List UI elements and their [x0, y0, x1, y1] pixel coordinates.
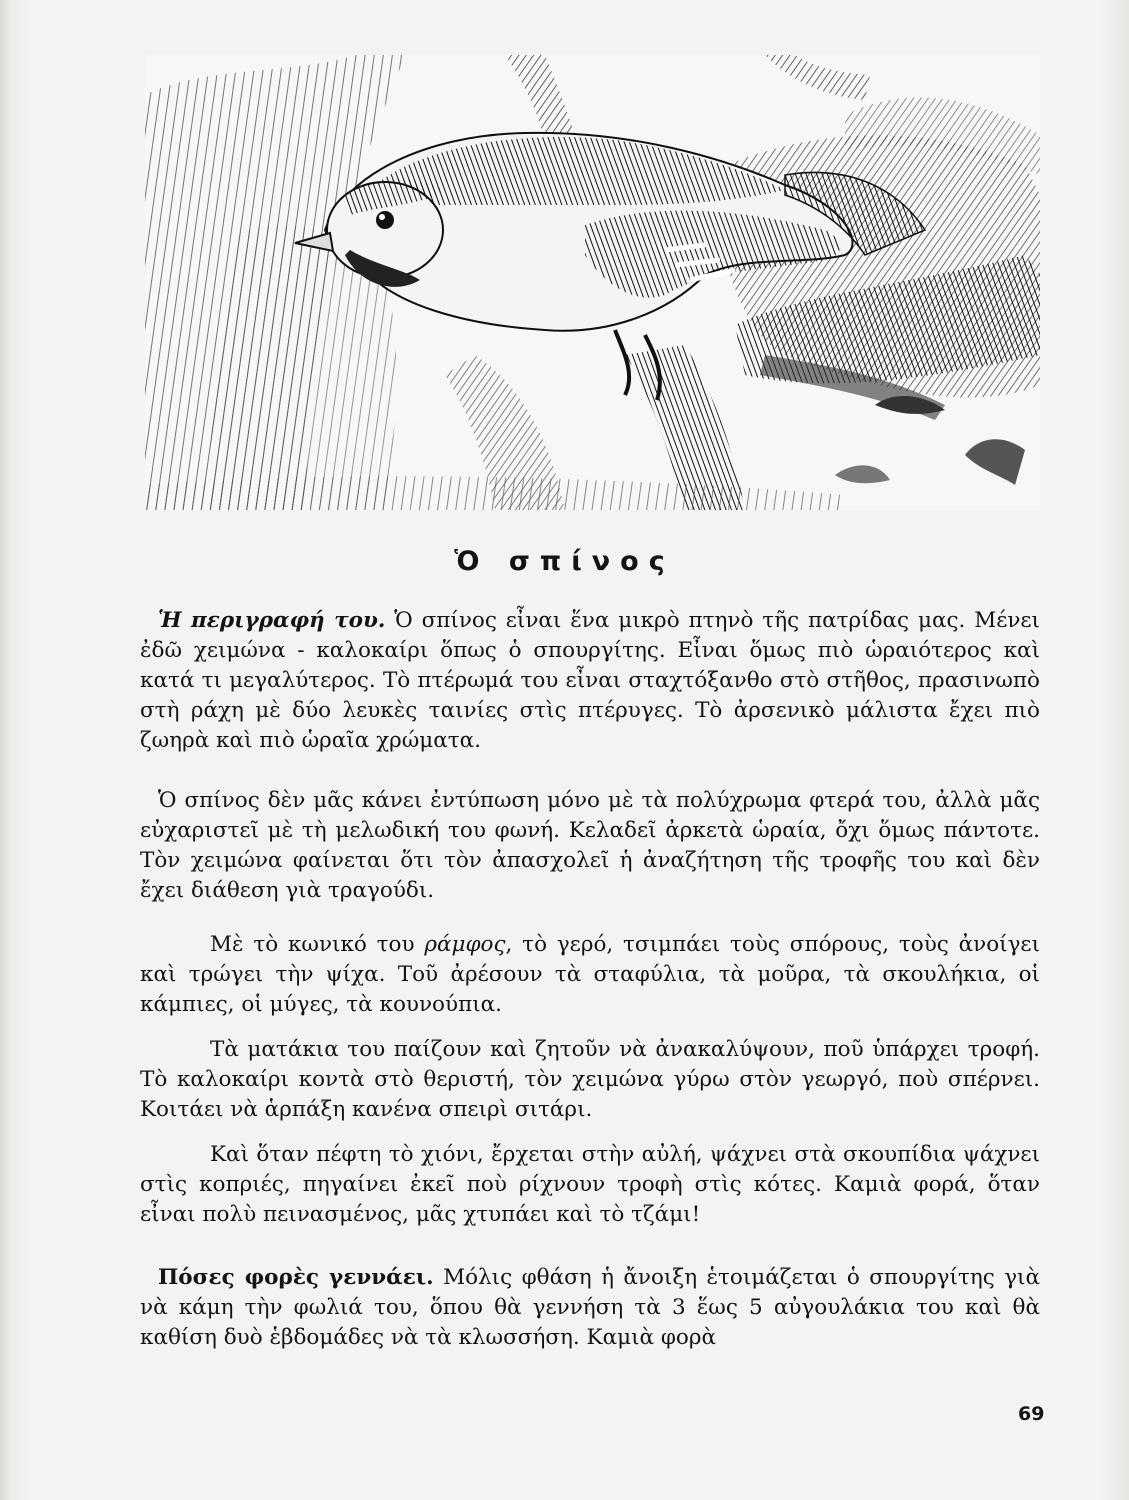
- paragraph-food: [140, 930, 1040, 1020]
- page-number: 69: [1018, 1403, 1045, 1425]
- chaffinch-engraving-image: [145, 55, 1040, 510]
- paragraph-text: Καὶ ὅταν πέφτη τὸ χιόνι, ἔρχεται στὴν αὐλή, ψάχνει στὰ σκουπίδια ψάχνει στὶς κοπριές, πηγαίνει ἐκεῖ ποὺ ρίχνουν τροφὴ στὶς κότες. Καμιὰ φορά, ὅταν εἶναι πολὺ πεινασμένος, μᾶς χτυπάει καὶ τὸ τζάμι!: [140, 1142, 1040, 1227]
- paragraph-search: [140, 1035, 1040, 1125]
- paragraph-description: [140, 606, 1040, 756]
- paragraph-text: Ὁ σπίνος δὲν μᾶς κάνει ἐντύπωση μόνο μὲ τὰ πολύχρωμα φτερά του, ἀλλὰ μᾶς εὐχαριστεῖ μὲ τὴ μελωδική του φωνή. Κελαδεῖ ἀρκετὰ ὡραία, ὄχι ὅμως πάντοτε. Τὸν χειμώνα φαίνεται ὅτι τὸν ἀπασχολεῖ ἡ ἀναζήτηση τῆς τροφῆς του καὶ δὲν ἔχει διάθεση γιὰ τραγούδι.: [140, 788, 1040, 903]
- paragraph-winter: [140, 1140, 1040, 1230]
- paragraph-text: , τὸ γερό, τσιμπάει τοὺς σπόρους, τοὺς ἀνοίγει καὶ τρώγει τὴν ψίχα. Τοῦ ἀρέσουν τὰ σταφύλια, τὰ μοῦρα, τὰ σκουλήκια, οἱ κάμπιες, οἱ μύγες, τὰ κουνούπια.: [140, 932, 1040, 1017]
- paragraph-song: [140, 786, 1040, 906]
- bird-illustration: [145, 55, 1040, 510]
- page-title: Ὁ σπίνος: [454, 546, 675, 577]
- paragraph-breeding: [140, 1263, 1040, 1353]
- paragraph-text: Τὰ ματάκια του παίζουν καὶ ζητοῦν νὰ ἀνακαλύψουν, ποῦ ὑπάρχει τροφή. Τὸ καλοκαίρι κοντὰ στὸ θεριστή, τὸν χειμώνα γύρω στὸν γεωργό, ποὺ σπέρνει. Κοιτάει νὰ ἁρπάξη κανένα σπειρὶ σιτάρι.: [140, 1037, 1040, 1122]
- section-heading-description: Ἡ περιγραφή του.: [158, 608, 386, 633]
- paragraph-text: Μὲ τὸ κωνικό του: [210, 932, 425, 957]
- paragraph-text: Μόλις φθάση ἡ ἄνοιξη ἑτοιμάζεται ὁ σπουργίτης γιὰ νὰ κάμη τὴν φωλιά του, ὅπου θὰ γεννήση τὰ 3 ἕως 5 αὐγουλάκια του καὶ θὰ καθίση δυὸ ἑβδομάδες νὰ τὰ κλωσσήση. Καμιὰ φορὰ: [140, 1265, 1040, 1350]
- italic-term: ράμφος: [424, 932, 506, 957]
- section-heading-breeding: Πόσες φορὲς γεννάει.: [158, 1265, 434, 1290]
- paragraph-text: Ὁ σπίνος εἶναι ἕνα μικρὸ πτηνὸ τῆς πατρίδας μας. Μένει ἐδῶ χειμώνα - καλοκαίρι ὅπως ὁ σπουργίτης. Εἶναι ὅμως πιὸ ὡραιότερος καὶ κατά τι μεγαλύτερος. Τὸ πτέρωμά του εἶναι σταχτόξανθο στὸ στῆθος, πρασινωπὸ στὴ ράχη μὲ δύο λευκὲς ταινίες στὶς πτέρυγες. Τὸ ἀρσενικὸ μάλιστα ἔχει πιὸ ζωηρὰ καὶ πιὸ ὡραῖα χρώματα.: [140, 608, 1040, 753]
